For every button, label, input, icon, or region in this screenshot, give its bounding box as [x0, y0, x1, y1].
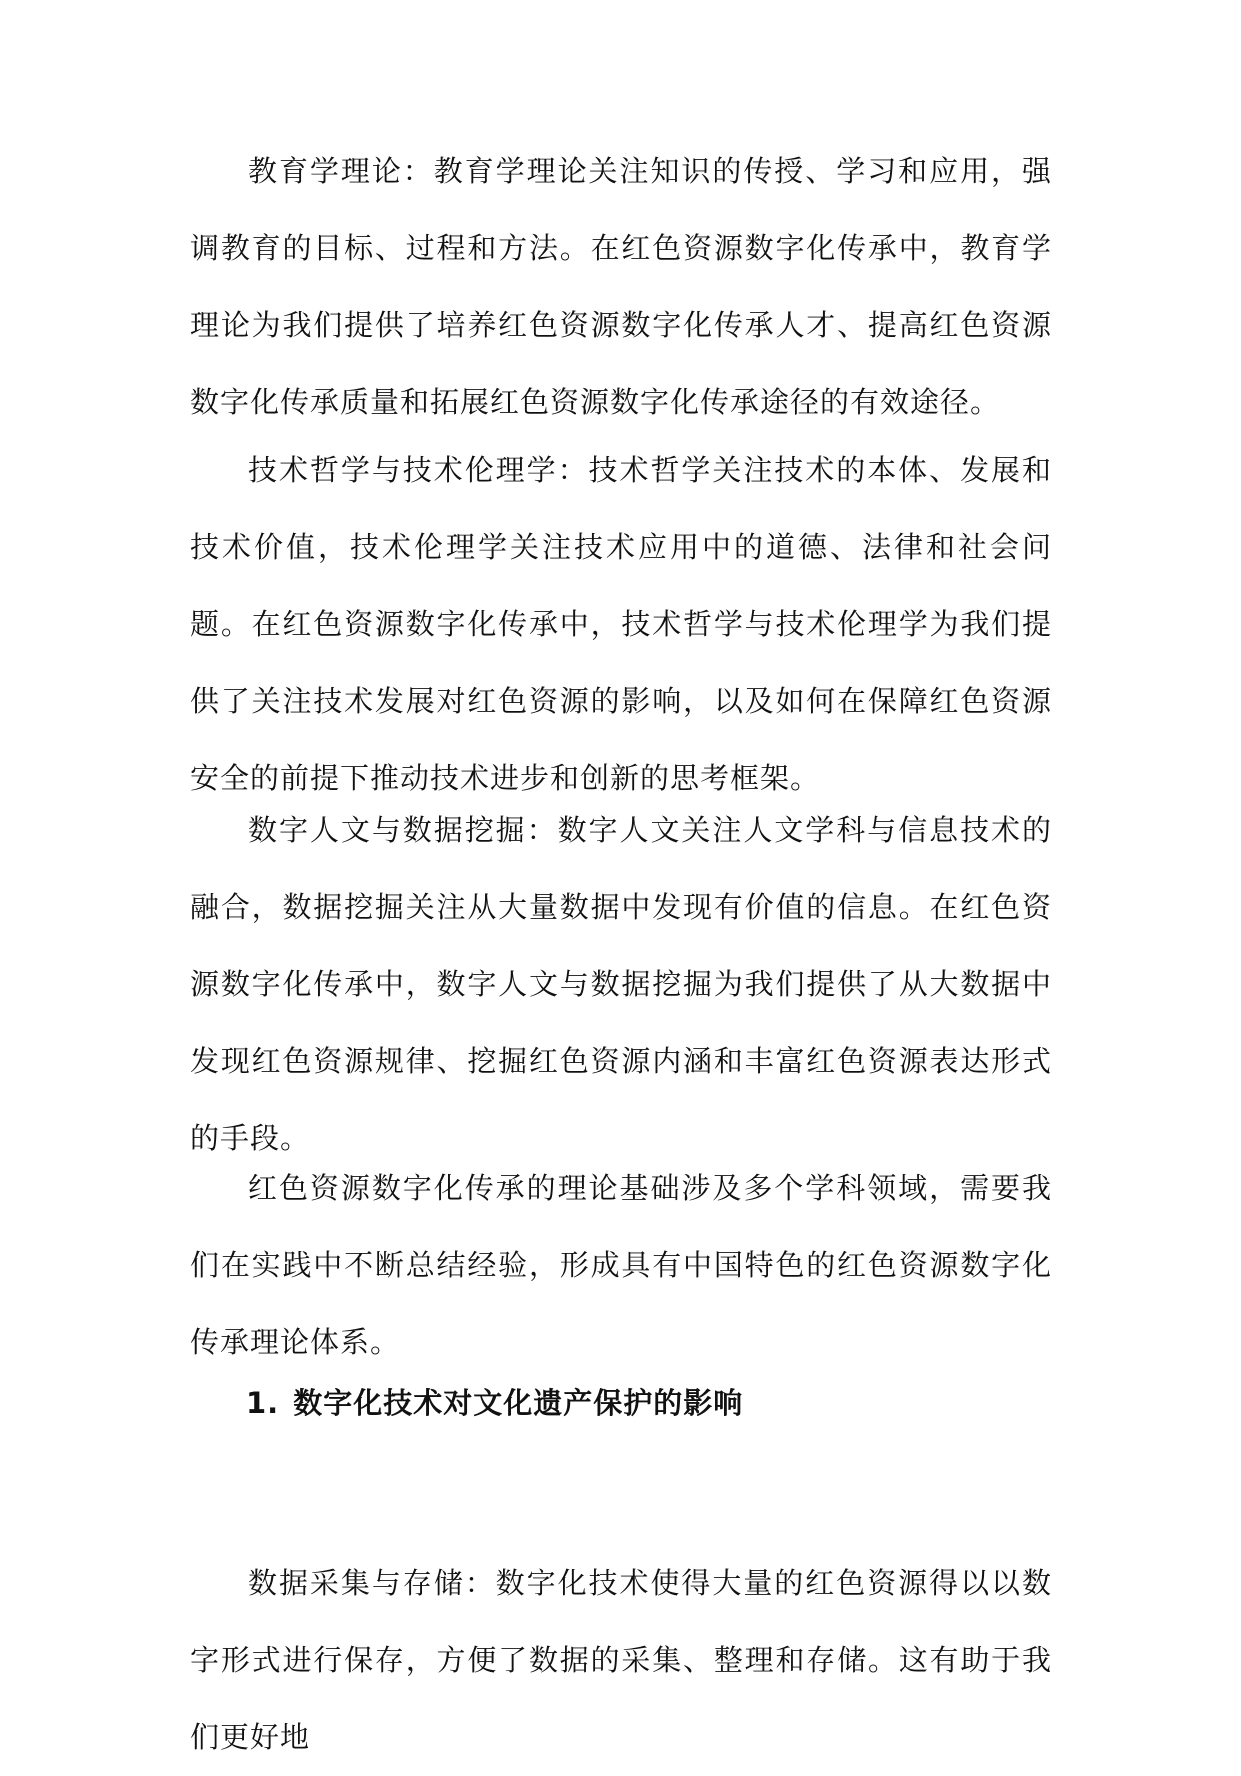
section-number: 1. [246, 1386, 280, 1420]
section-title: 数字化技术对文化遗产保护的影响 [293, 1386, 744, 1420]
paragraph-technology-philosophy: 技术哲学与技术伦理学：技术哲学关注技术的本体、发展和技术价值，技术伦理学关注技术应用中的道德、法律和社会问题。在红色资源数字化传承中，技术哲学与技术伦理学为我们提供了关注技术发展对红色资源的影响，以及如何在保障红色资源安全的前提下推动技术进步和创新的思考框架。 [190, 453, 1052, 795]
paragraph-education-theory: 教育学理论：教育学理论关注知识的传授、学习和应用，强调教育的目标、过程和方法。在红色资源数字化传承中，教育学理论为我们提供了培养红色资源数字化传承人才、提高红色资源数字化传承质量和拓展红色资源数字化传承途径的有效途径。 [190, 154, 1052, 419]
paragraph-digital-humanities: 数字人文与数据挖掘：数字人文关注人文学科与信息技术的融合，数据挖掘关注从大量数据中发现有价值的信息。在红色资源数字化传承中，数字人文与数据挖掘为我们提供了从大数据中发现红色资源规律、挖掘红色资源内涵和丰富红色资源表达形式的手段。 [190, 813, 1052, 1155]
paragraph-theory-summary: 红色资源数字化传承的理论基础涉及多个学科领域，需要我们在实践中不断总结经验，形成具有中国特色的红色资源数字化传承理论体系。 [190, 1171, 1052, 1359]
paragraph-data-collection: 数据采集与存储：数字化技术使得大量的红色资源得以以数字形式进行保存，方便了数据的采集、整理和存储。这有助于我们更好地 [190, 1566, 1052, 1754]
section-heading [246, 1383, 743, 1423]
